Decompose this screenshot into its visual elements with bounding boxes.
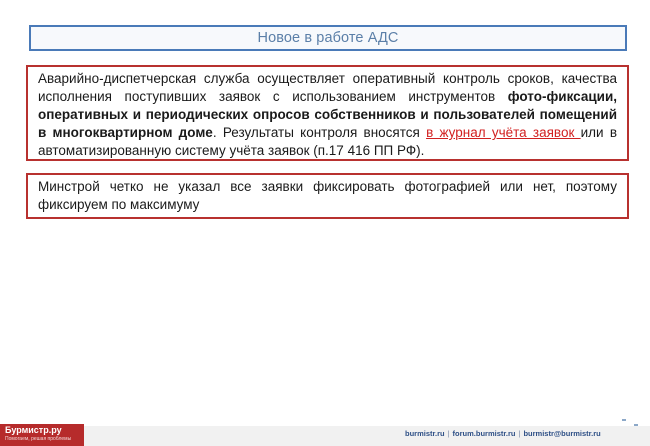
box1-text-part1: Аварийно-диспетчерская служба осуществляет оперативный контроль сроков, качества исполнения поступивших заявок с использованием инструментов [38, 71, 617, 104]
box1-text-part2: . Результаты контроля вносятся [212, 125, 427, 140]
footer-link-email[interactable]: burmistr@burmistr.ru [523, 429, 601, 438]
slide-title [29, 25, 627, 51]
corner-mark-top [622, 419, 626, 421]
footer-link-site[interactable]: burmistr.ru [405, 429, 445, 438]
journal-link[interactable]: в журнал учёта заявок [426, 125, 581, 140]
info-box-ads-control [26, 65, 629, 161]
slide-title-text: Новое в работе АДС [257, 30, 399, 46]
box2-text: Минстрой четко не указал все заявки фиксировать фотографией или нет, поэтому фиксируем по максимуму [38, 179, 617, 212]
info-box-minstroy [26, 173, 629, 219]
footer-separator: | [518, 429, 521, 438]
footer-brand-logo[interactable] [0, 424, 84, 446]
footer-link-forum[interactable]: forum.burmistr.ru [452, 429, 516, 438]
box1-bold-tools: фото-фиксации, оперативных и периодических опросов собственников и пользователей помещений в многоквартирном доме [38, 89, 617, 140]
footer-links [405, 429, 601, 438]
footer-separator: | [447, 429, 450, 438]
box1-text-part3: или в автоматизированную систему учёта заявок (п.17 416 ПП РФ). [38, 125, 617, 158]
footer-brand-name: Бурмистр.ру [5, 425, 62, 435]
footer-brand-slogan: Помогаем, решая проблемы [5, 436, 72, 442]
